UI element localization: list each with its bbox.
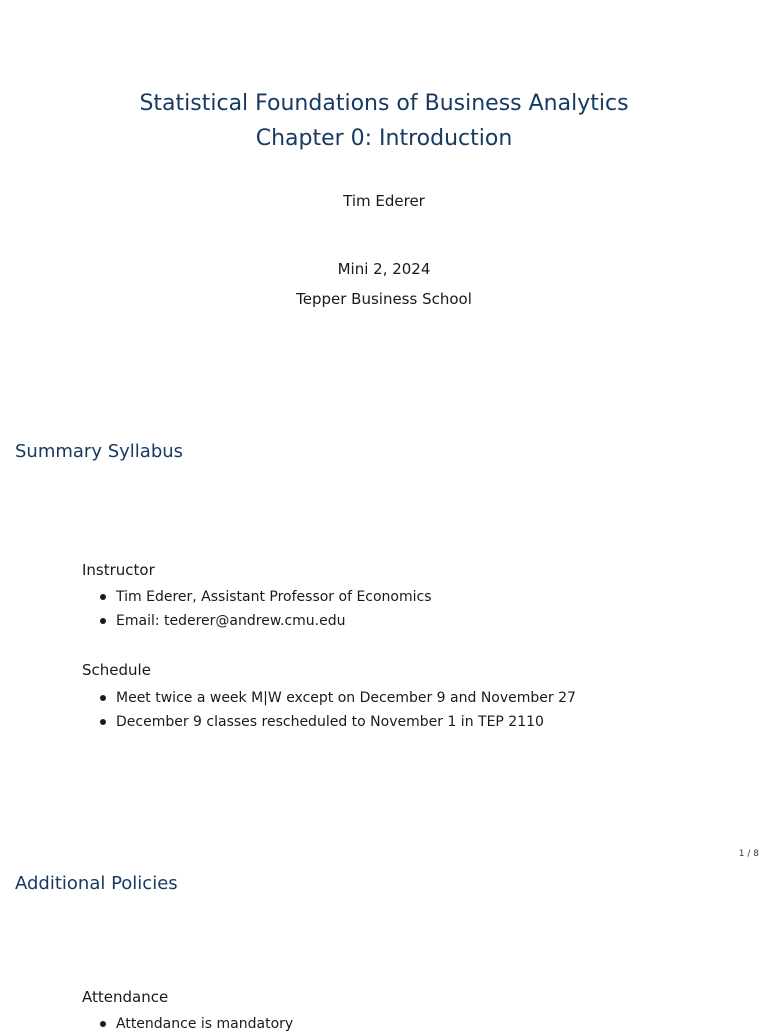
list-item-text: Attendance is mandatory (116, 1016, 294, 1032)
frame-title-summary: Summary Syllabus (15, 441, 184, 462)
bullet-icon (100, 719, 106, 725)
list-item (82, 585, 432, 609)
attendance-list (82, 1012, 293, 1036)
bullet-icon (100, 618, 106, 624)
bullet-icon (100, 1021, 106, 1027)
instructor-list (82, 585, 432, 633)
presentation-subtitle: Chapter 0: Introduction (255, 126, 513, 151)
block-title-schedule: Schedule (82, 661, 151, 679)
block-title-instructor: Instructor (82, 561, 155, 579)
list-item-text: December 9 classes rescheduled to November 1 in TEP 2110 (116, 714, 544, 730)
block-title-attendance: Attendance (82, 988, 169, 1006)
institute-name: Tepper Business School (296, 290, 472, 308)
list-item-text: Tim Ederer, Assistant Professor of Economics (116, 589, 432, 605)
presentation-title: Statistical Foundations of Business Analytics (139, 91, 629, 116)
list-item (82, 609, 432, 633)
list-item (82, 1012, 293, 1036)
list-item (82, 710, 576, 734)
list-item (82, 686, 576, 710)
list-item-text: Email: tederer@andrew.cmu.edu (116, 613, 346, 629)
bullet-icon (100, 695, 106, 701)
page-number: 1 / 8 (738, 849, 759, 859)
frame-title-policies: Additional Policies (15, 873, 178, 894)
author-name: Tim Ederer (343, 192, 425, 210)
bullet-icon (100, 594, 106, 600)
title-block (0, 86, 768, 156)
list-item-text: Meet twice a week M|W except on December 9 and November 27 (116, 690, 576, 706)
schedule-list (82, 686, 576, 734)
presentation-date: Mini 2, 2024 (337, 260, 431, 278)
